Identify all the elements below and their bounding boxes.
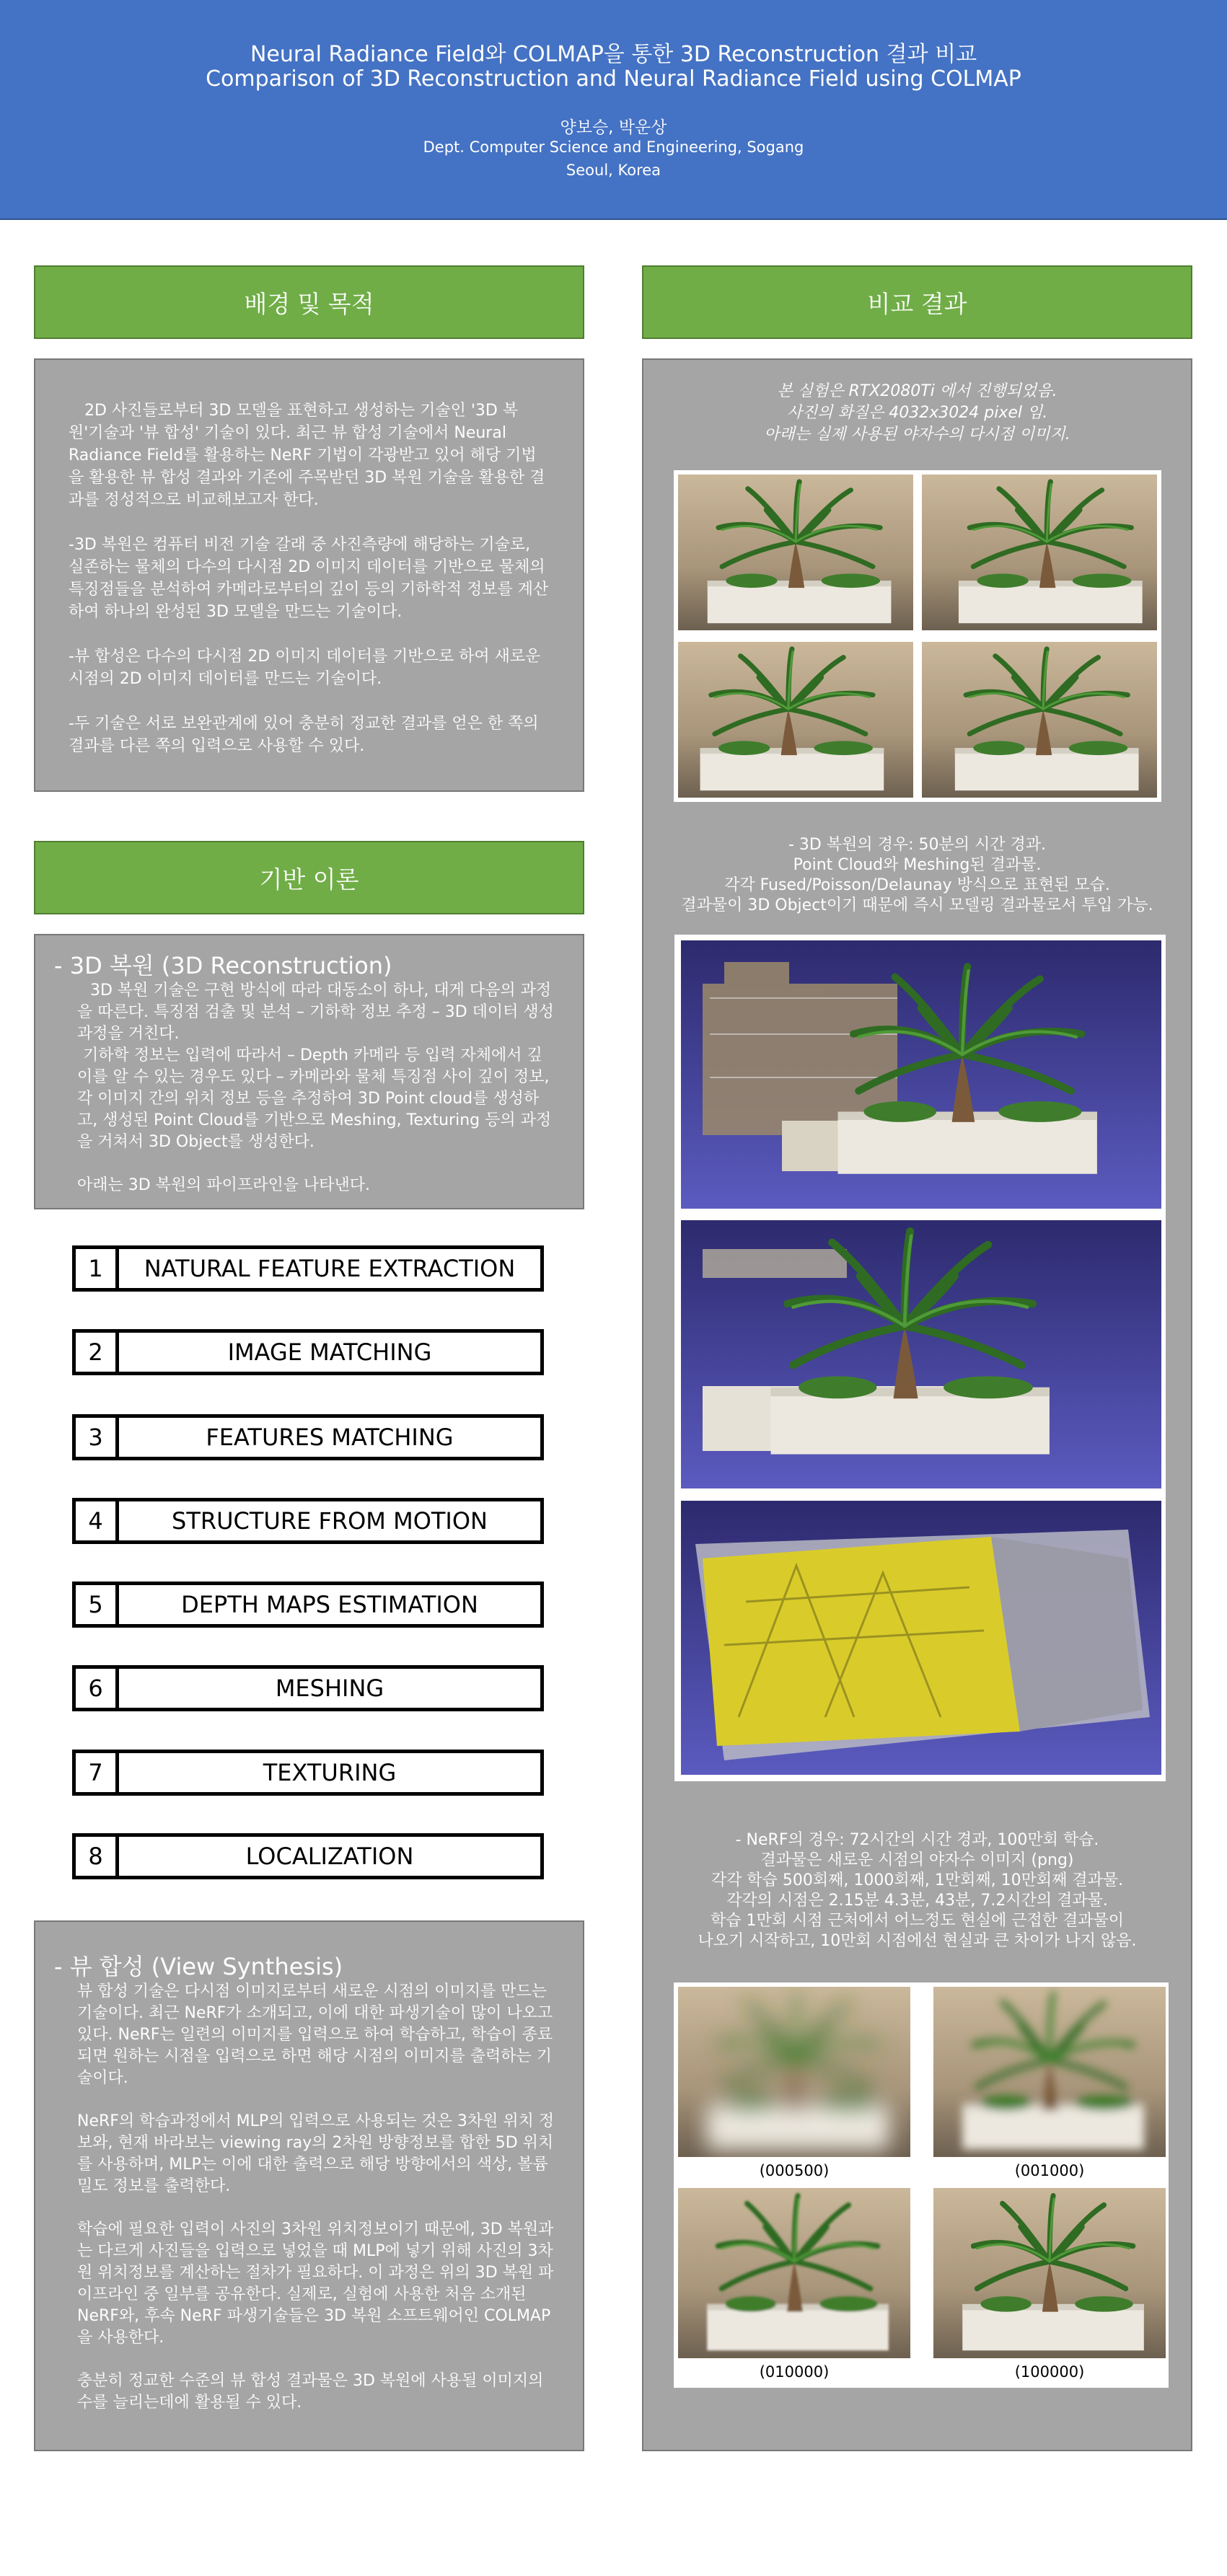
mesh-delaunay-image	[681, 1501, 1161, 1775]
multiview-photo	[678, 475, 913, 630]
pipeline-step-number: 2	[76, 1333, 119, 1372]
pipeline-step	[72, 1498, 544, 1544]
recon-theory-title: - 3D 복원 (3D Reconstruction)	[54, 952, 392, 979]
pipeline-step-label: TEXTURING	[263, 1759, 397, 1786]
point-cloud-fused-image	[681, 940, 1161, 1209]
poster-header	[0, 0, 1227, 220]
pipeline-step-label: DEPTH MAPS ESTIMATION	[181, 1591, 478, 1618]
nerf-caption: (000500)	[759, 2162, 830, 2179]
background-paragraph: -3D 복원은 컴퓨터 비전 기술 갈래 중 사진측량에 해당하는 기술로, 실존하는 물체의 다수의 다시점 2D 이미지 데이터를 기반으로 물체의 특징점들을 분석하여 카메라로부터의 깊이 등의 기하학적 정보를 계산하여 하나의 완성된 3D 모델을 만드는 기술이다.	[69, 536, 549, 621]
poster-authors: 양보승, 박운상	[560, 118, 667, 137]
nerf-result-image	[933, 1987, 1166, 2157]
synth-theory-paragraph: 충분히 정교한 수준의 뷰 합성 결과물은 3D 복원에 사용될 이미지의 수를 늘리는데에 활용될 수 있다.	[77, 2372, 544, 2412]
multiview-photo	[922, 475, 1157, 630]
pipeline-step	[72, 1833, 544, 1879]
synth-theory-paragraph: 뷰 합성 기술은 다시점 이미지로부터 새로운 시점의 이미지를 만드는 기술이다. 최근 NeRF가 소개되고, 이에 대한 파생기술이 많이 나오고 있다. NeRF는 일련의 이미지를 입력으로 하여 학습하고, 학습이 종료되면 원하는 시점을 입력으로 하면 해당 시점의 이미지를 출력하는 기술이다.	[77, 1982, 553, 2087]
pipeline-step-label: MESHING	[275, 1675, 384, 1702]
pipeline-step-label: IMAGE MATCHING	[227, 1338, 432, 1366]
synth-theory-title: - 뷰 합성 (View Synthesis)	[54, 1953, 343, 1980]
pipeline-step-label: NATURAL FEATURE EXTRACTION	[144, 1255, 516, 1282]
nerf-result-line: 결과물은 새로운 시점의 야자수 이미지 (png)	[760, 1851, 1074, 1869]
background-paragraph: -두 기술은 서로 보완관계에 있어 충분히 정교한 결과를 얻은 한 쪽의 결과를 다른 쪽의 입력으로 사용할 수 있다.	[69, 715, 539, 755]
pipeline-step-number: 5	[76, 1585, 119, 1624]
results-intro-line: 본 실험은 RTX2080Ti 에서 진행되었음.	[777, 382, 1057, 400]
results-intro-line: 아래는 실제 사용된 야자수의 다시점 이미지.	[764, 425, 1070, 444]
nerf-result-image	[933, 2188, 1166, 2358]
results-intro-line: 사진의 화질은 4032x3024 pixel 임.	[786, 404, 1048, 422]
synth-theory-paragraph: NeRF의 학습과정에서 MLP의 입력으로 사용되는 것은 3차원 위치 정보와, 현재 바라보는 viewing ray의 2차원 방향정보를 합한 5D 위치를 사용하며, MLP는 이에 대한 출력으로 해당 방향에서의 색상, 볼륨밀도 정보를 출력한다.	[77, 2112, 555, 2195]
nerf-result-line: 나오기 시작하고, 10만회 시점에선 현실과 큰 차이가 나지 않음.	[698, 1932, 1137, 1950]
recon-result-notes	[642, 835, 1192, 916]
synth-theory-panel	[34, 1920, 584, 2451]
background-heading: 배경 및 목적	[34, 265, 584, 339]
pipeline-step-number: 4	[76, 1501, 119, 1540]
pipeline-step-number: 1	[76, 1249, 119, 1288]
synth-theory-paragraph: 학습에 필요한 입력이 사진의 3차원 위치정보이기 때문에, 3D 복원과는 다르게 사진들을 입력으로 넣었을 때 MLP에 넣기 위해 사진의 3차원 위치정보를 계산하는 절차가 필요하다. 이 과정은 위의 3D 복원 파이프라인 중 일부를 공유한다. 실제로, 실험에 사용한 처음 소개된 NeRF와, 후속 NeRF 파생기술들은 3D 복원 소프트웨어인 COLMAP을 사용한다.	[77, 2220, 554, 2347]
poster-title-korean: Neural Radiance Field와 COLMAP을 통한 3D Reconstruction 결과 비교	[250, 42, 977, 67]
recon-result-line: 각각 Fused/Poisson/Delaunay 방식으로 표현된 모습.	[724, 876, 1110, 894]
pipeline-step	[72, 1665, 544, 1711]
pipeline-step-number: 8	[76, 1837, 119, 1876]
nerf-caption: (010000)	[759, 2363, 830, 2381]
nerf-result-line: - NeRF의 경우: 72시간의 시간 경과, 100만회 학습.	[735, 1831, 1099, 1849]
pipeline-step-number: 7	[76, 1753, 119, 1792]
pipeline-step	[72, 1414, 544, 1460]
background-paragraph: 2D 사진들로부터 3D 모델을 표현하고 생성하는 기술인 '3D 복원'기술과 '뷰 합성' 기술이 있다. 최근 뷰 합성 기술에서 Neural Radiance Field를 활용하는 NeRF 기법이 각광받고 있어 해당 기법을 활용한 뷰 합성 결과와 기존에 주목받던 3D 복원 기술을 활용한 결과를 정성적으로 비교해보고자 한다.	[69, 402, 545, 509]
pipeline-step-label: LOCALIZATION	[245, 1843, 414, 1870]
poster-department: Dept. Computer Science and Engineering, Sogang	[423, 138, 804, 156]
recon-result-line: Point Cloud와 Meshing된 결과물.	[793, 856, 1042, 874]
recon-result-line: 결과물이 3D Object이기 때문에 즉시 모델링 결과물로서 투입 가능.	[681, 896, 1153, 914]
pipeline-step	[72, 1750, 544, 1796]
pipeline-step	[72, 1245, 544, 1292]
poster-location: Seoul, Korea	[566, 162, 661, 179]
theory-heading: 기반 이론	[34, 841, 584, 914]
nerf-caption: (100000)	[1014, 2363, 1085, 2381]
pipeline-step	[72, 1582, 544, 1628]
nerf-result-line: 학습 1만회 시점 근처에서 어느정도 현실에 근접한 결과물이	[711, 1912, 1124, 1930]
nerf-result-image	[678, 2188, 910, 2358]
background-panel	[34, 358, 584, 792]
pipeline-step-label: STRUCTURE FROM MOTION	[172, 1507, 488, 1535]
poster-title-english: Comparison of 3D Reconstruction and Neural Radiance Field using COLMAP	[206, 66, 1021, 92]
recon-theory-paragraph: 기하학 정보는 입력에 따라서 – Depth 카메라 등 입력 자체에서 깊이를 알 수 있는 경우도 있다 – 카메라와 물체 특징점 사이 깊이 정보, 각 이미지 간의 위치 정보 등을 추정하여 3D Point cloud를 생성하고, 생성된 Point Cloud를 기반으로 Meshing, Texturing 등의 과정을 거쳐서 3D Object를 생성한다.	[77, 1046, 552, 1151]
mesh-poisson-image	[681, 1220, 1161, 1488]
pipeline-step	[72, 1329, 544, 1375]
pipeline-step-label: FEATURES MATCHING	[206, 1424, 454, 1451]
recon-theory-panel	[34, 934, 584, 1209]
results-heading: 비교 결과	[642, 265, 1192, 339]
background-paragraph: -뷰 합성은 다수의 다시점 2D 이미지 데이터를 기반으로 하여 새로운 시점의 2D 이미지 데이터를 만드는 기술이다.	[69, 648, 541, 688]
pipeline-step-number: 6	[76, 1669, 119, 1708]
recon-result-line: - 3D 복원의 경우: 50분의 시간 경과.	[788, 836, 1046, 854]
nerf-result-image	[678, 1987, 910, 2157]
nerf-caption: (001000)	[1014, 2162, 1085, 2179]
multiview-photo	[922, 642, 1157, 798]
nerf-result-line: 각각 학습 500회째, 1000회째, 1만회째, 10만회째 결과물.	[711, 1871, 1124, 1889]
pipeline-step-number: 3	[76, 1418, 119, 1457]
nerf-result-notes	[642, 1830, 1192, 1951]
recon-theory-paragraph: 아래는 3D 복원의 파이프라인을 나타낸다.	[77, 1176, 370, 1194]
nerf-result-line: 각각의 시점은 2.15분 4.3분, 43분, 7.2시간의 결과물.	[726, 1892, 1108, 1910]
recon-theory-paragraph: 3D 복원 기술은 구현 방식에 따라 대동소이 하나, 대게 다음의 과정을 따른다. 특징점 검출 및 분석 – 기하학 정보 추정 – 3D 데이터 생성 과정을 거친다.	[77, 982, 554, 1043]
multiview-photo	[678, 642, 913, 798]
results-intro	[642, 381, 1192, 446]
